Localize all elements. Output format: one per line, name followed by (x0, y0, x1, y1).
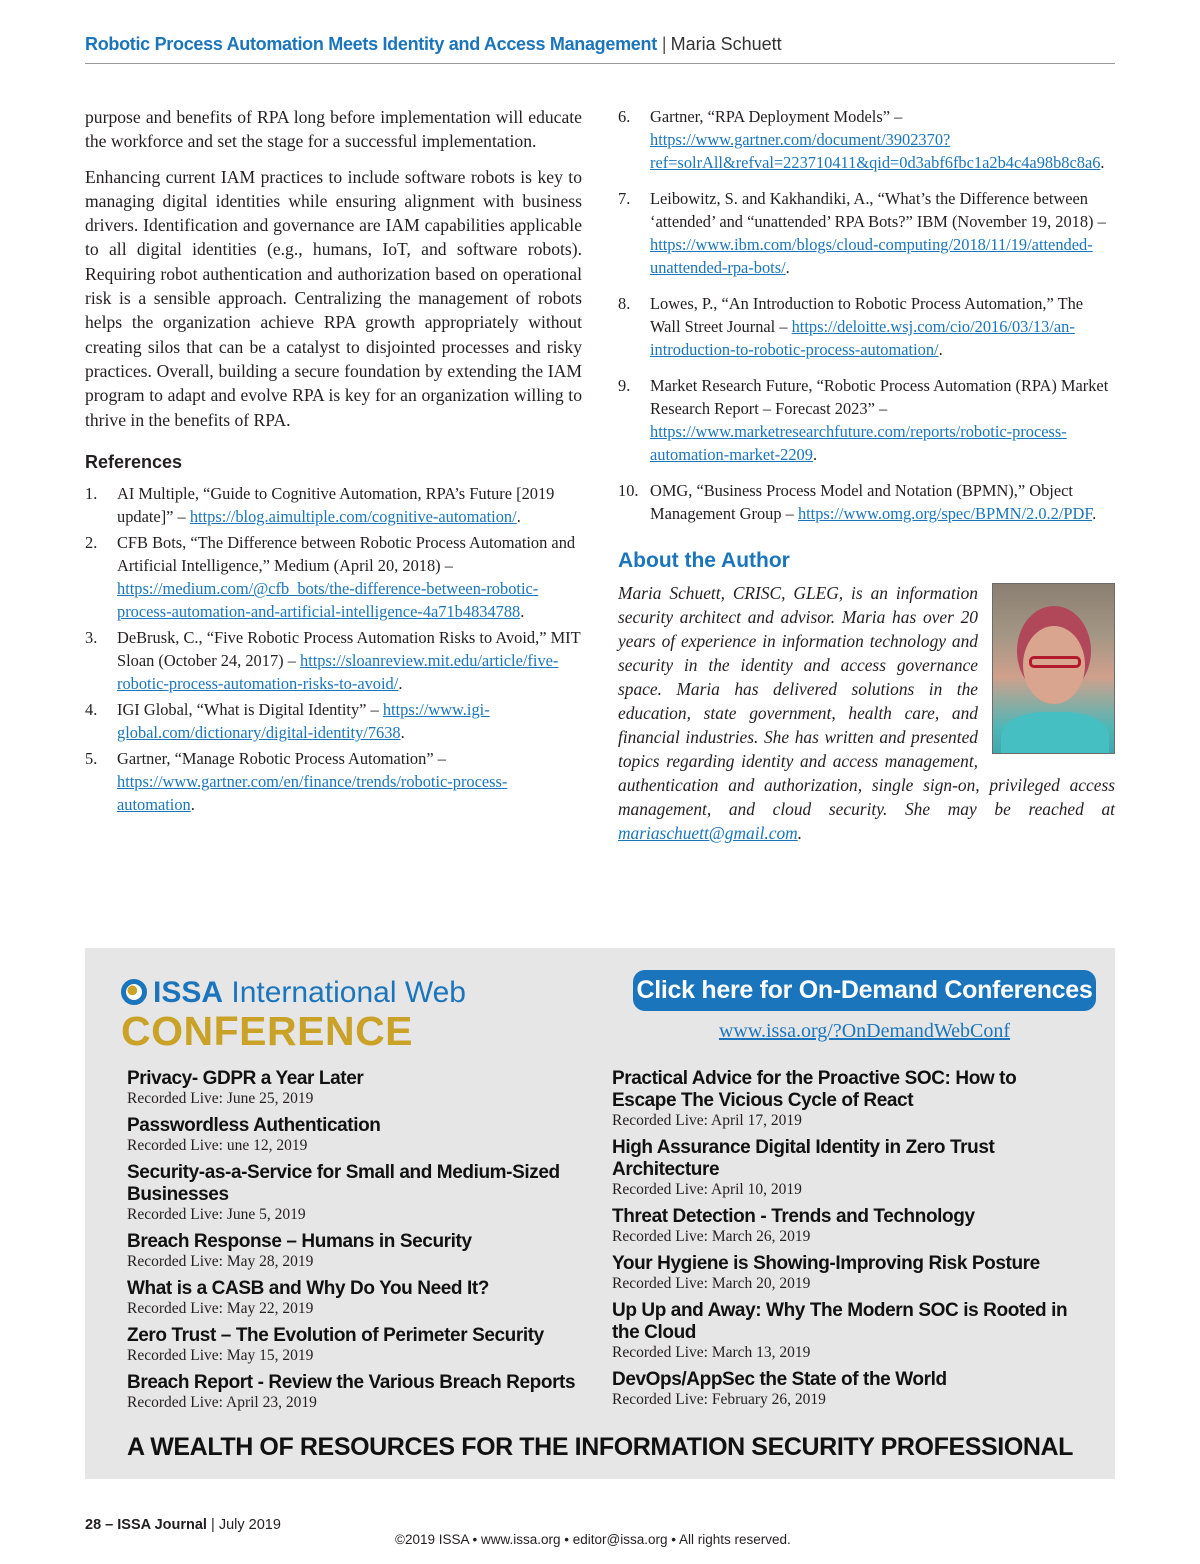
reference-text: Lowes, P., “An Introduction to Robotic Process Automation,” The Wall Street Journal – (650, 294, 1084, 336)
session-title: Breach Response – Humans in Security (127, 1231, 472, 1252)
reference-item (85, 531, 582, 623)
session-item[interactable] (612, 1137, 1082, 1198)
reference-text: AI Multiple, “Guide to Cognitive Automation, RPA’s Future [2019 update]” – (117, 483, 555, 526)
footer-separator: | (211, 1517, 215, 1533)
session-date: Recorded Live: April 10, 2019 (612, 1181, 802, 1198)
reference-item (85, 747, 582, 816)
on-demand-conferences-button[interactable]: Click here for On-Demand Conferences (633, 970, 1096, 1011)
session-title: Passwordless Authentication (127, 1115, 381, 1136)
session-title: Zero Trust – The Evolution of Perimeter Security (127, 1325, 544, 1346)
author-shirt (1001, 712, 1109, 754)
reference-number: 1. (85, 483, 98, 503)
reference-end: . (516, 506, 521, 526)
session-item[interactable] (127, 1115, 587, 1154)
session-title: What is a CASB and Why Do You Need It? (127, 1278, 490, 1299)
reference-end: . (1100, 153, 1105, 172)
session-date: Recorded Live: May 28, 2019 (127, 1253, 314, 1270)
reference-item (618, 105, 1115, 174)
reference-link[interactable]: https://www.omg.org/spec/BPMN/2.0.2/PDF (797, 504, 1093, 523)
session-date: Recorded Live: June 5, 2019 (127, 1206, 306, 1223)
reference-text: Leibowitz, S. and Kakhandiki, A., “What’s the Difference between ‘attended’ and “unattended’ RPA Bots?” IBM (November 19, 2018) – (650, 189, 1106, 231)
session-item[interactable] (612, 1068, 1082, 1129)
logo-international-web-text: International Web (231, 976, 466, 1009)
session-item[interactable] (127, 1068, 587, 1107)
reference-item (618, 292, 1115, 361)
author-bio (618, 581, 1115, 845)
reference-end: . (398, 673, 403, 693)
reference-number: 4. (85, 699, 98, 719)
session-title: High Assurance Digital Identity in Zero Trust Architecture (612, 1137, 995, 1180)
reference-number: 2. (85, 532, 98, 552)
author-glasses (1029, 656, 1081, 668)
reference-text: OMG, “Business Process Model and Notation (BPMN),” Object Management Group – (650, 481, 1073, 523)
reference-text: CFB Bots, “The Difference between Robotic Process Automation and Artificial Intelligence,” Medium (April 20, 2018) – (117, 532, 576, 575)
article-title: Robotic Process Automation Meets Identity and Access Management (85, 34, 657, 54)
reference-item (618, 187, 1115, 279)
reference-number: 9. (618, 376, 631, 395)
reference-link[interactable]: https://sloanreview.mit.edu/article/five-robotic-process-automation-risks-to-avoid/ (117, 650, 559, 693)
reference-link[interactable]: https://deloitte.wsj.com/cio/2016/03/13/an-introduction-to-robotic-process-automation/ (650, 317, 1075, 359)
session-date: Recorded Live: March 20, 2019 (612, 1275, 811, 1292)
about-author-heading: About the Author (618, 549, 790, 572)
reference-end: . (938, 340, 943, 359)
reference-number: 6. (618, 107, 631, 126)
reference-link[interactable]: https://www.marketresearchfuture.com/reports/robotic-process-automation-market-2209 (650, 422, 1067, 464)
page-number: 28 – ISSA Journal (85, 1517, 207, 1533)
reference-text: IGI Global, “What is Digital Identity” – (117, 699, 383, 719)
reference-text: Gartner, “Manage Robotic Process Automation” – (117, 748, 446, 768)
reference-number: 3. (85, 627, 98, 647)
body-paragraph: Enhancing current IAM practices to include software robots is key to managing digital identities while ensuring alignment with business drivers. Identification and governance are IAM capabilities applicable to all digital identities (e.g., humans, IoT, and software robots). Requiring robot authentication and authorization based on operational risk is a sensible approach. Centralizing the management of robots helps the organization achieve RPA growth appropriately without creating silos that can be a catalyst to disjointed processes and risky practices. Overall, building a secure foundation by extending the IAM program to adapt and evolve RPA is key for an organization willing to thrive in the benefits of RPA. (85, 166, 582, 430)
reference-item (618, 374, 1115, 466)
right-column (618, 105, 1115, 845)
reference-end: . (520, 601, 525, 621)
session-item[interactable] (612, 1206, 1082, 1245)
globe-icon (121, 979, 147, 1005)
session-date: Recorded Live: March 13, 2019 (612, 1344, 811, 1361)
session-item[interactable] (612, 1300, 1082, 1361)
session-title: Up Up and Away: Why The Modern SOC is Rooted in the Cloud (612, 1300, 1068, 1343)
page-footer-left (85, 1517, 281, 1533)
session-title: Breach Report - Review the Various Breach Reports (127, 1372, 576, 1393)
reference-end: . (190, 794, 195, 814)
body-paragraph: purpose and benefits of RPA long before implementation will educate the workforce and set the stage for a successful implementation. (85, 107, 582, 152)
left-column (85, 105, 582, 819)
session-title: DevOps/AppSec the State of the World (612, 1369, 947, 1390)
references-heading: References (85, 451, 183, 472)
session-item[interactable] (127, 1372, 587, 1411)
session-date: Recorded Live: April 17, 2019 (612, 1112, 802, 1129)
copyright-line: ©2019 ISSA • www.issa.org • editor@issa.org • All rights reserved. (395, 1532, 791, 1547)
reference-item (85, 698, 582, 744)
logo-conference-text: CONFERENCE (121, 1008, 414, 1054)
session-item[interactable] (127, 1162, 587, 1223)
reference-number: 10. (618, 481, 639, 500)
session-date: Recorded Live: February 26, 2019 (612, 1391, 826, 1408)
reference-link[interactable]: https://www.ibm.com/blogs/cloud-computing/2018/11/19/attended-unattended-rpa-bots/ (650, 235, 1093, 277)
session-title: Threat Detection - Trends and Technology (612, 1206, 975, 1227)
author-photo (992, 583, 1115, 754)
session-date: Recorded Live: March 26, 2019 (612, 1228, 811, 1245)
session-item[interactable] (127, 1325, 587, 1364)
reference-number: 7. (618, 189, 631, 208)
author-email-link[interactable]: mariaschuett@gmail.com (618, 823, 798, 843)
session-title: Security-as-a-Service for Small and Medium-Sized Businesses (127, 1162, 560, 1205)
reference-link[interactable]: https://www.gartner.com/document/3902370?ref=solrAll&refval=223710411&qid=0d3abf6fbc1a2b4c4a98b8c8a6 (650, 130, 1101, 172)
reference-list (85, 482, 582, 816)
reference-end: . (812, 445, 818, 464)
sessions-list-right (612, 1068, 1082, 1416)
reference-end: . (400, 722, 405, 742)
reference-item (85, 482, 582, 528)
session-date: Recorded Live: April 23, 2019 (127, 1394, 317, 1411)
session-item[interactable] (127, 1278, 587, 1317)
reference-number: 8. (618, 294, 631, 313)
session-title: Your Hygiene is Showing-Improving Risk Posture (612, 1253, 1040, 1274)
reference-item (618, 479, 1115, 525)
reference-end: . (1092, 504, 1097, 523)
session-title: Privacy- GDPR a Year Later (127, 1068, 364, 1089)
sessions-list-left (127, 1068, 587, 1419)
reference-text: Gartner, “RPA Deployment Models” – (650, 107, 903, 126)
reference-link[interactable]: https://blog.aimultiple.com/cognitive-automation/ (189, 506, 517, 526)
author-bio-text: Maria Schuett, CRISC, GLEG, is an information security architect and advisor. Maria has over 20 years of experience in information technology and security in the identity and access governance space. Maria has delivered solutions in the education, state government, health care, and financial industries. She has written and presented topics regarding identity and access management, authentication and authorization, single sign-on, privileged access management, and cloud security. She may be reached at (618, 583, 1115, 819)
running-head (85, 34, 1115, 64)
reference-end: . (785, 258, 790, 277)
issa-conference-ad (85, 948, 1115, 1479)
article-author: Maria Schuett (670, 34, 782, 54)
session-item[interactable] (127, 1231, 587, 1270)
reference-text: Market Research Future, “Robotic Process Automation (RPA) Market Research Report – Forecast 2023” – (650, 376, 1109, 418)
reference-number: 5. (85, 748, 98, 768)
session-item[interactable] (612, 1369, 1082, 1408)
session-date: Recorded Live: June 25, 2019 (127, 1090, 314, 1107)
session-date: Recorded Live: May 22, 2019 (127, 1300, 314, 1317)
ad-tagline: A WEALTH OF RESOURCES FOR THE INFORMATION SECURITY PROFESSIONAL (126, 1433, 1074, 1461)
session-title: Practical Advice for the Proactive SOC: How to Escape The Vicious Cycle of React (612, 1068, 1017, 1111)
on-demand-conferences-link[interactable]: www.issa.org/?OnDemandWebConf (718, 1020, 1011, 1042)
header-separator: | (661, 34, 667, 54)
issue-date: July 2019 (218, 1517, 281, 1533)
issa-conference-logo (121, 976, 466, 1054)
reference-list-continued (618, 105, 1115, 525)
author-bio-end: . (797, 823, 803, 843)
logo-line (121, 976, 466, 1010)
reference-item (85, 626, 582, 695)
session-item[interactable] (612, 1253, 1082, 1292)
session-date: Recorded Live: une 12, 2019 (127, 1137, 308, 1154)
logo-issa-text: ISSA (153, 976, 224, 1009)
session-date: Recorded Live: May 15, 2019 (127, 1347, 314, 1364)
reference-link[interactable]: https://medium.com/@cfb_bots/the-difference-between-robotic-process-automation-and-artificial-intelligence-4a71b4834788 (117, 578, 539, 621)
reference-link[interactable]: https://www.gartner.com/en/finance/trends/robotic-process-automation (117, 771, 508, 814)
reference-text: DeBrusk, C., “Five Robotic Process Automation Risks to Avoid,” MIT Sloan (October 24, 2017) – (117, 627, 581, 670)
reference-link[interactable]: https://www.igi-global.com/dictionary/digital-identity/7638 (117, 699, 490, 742)
